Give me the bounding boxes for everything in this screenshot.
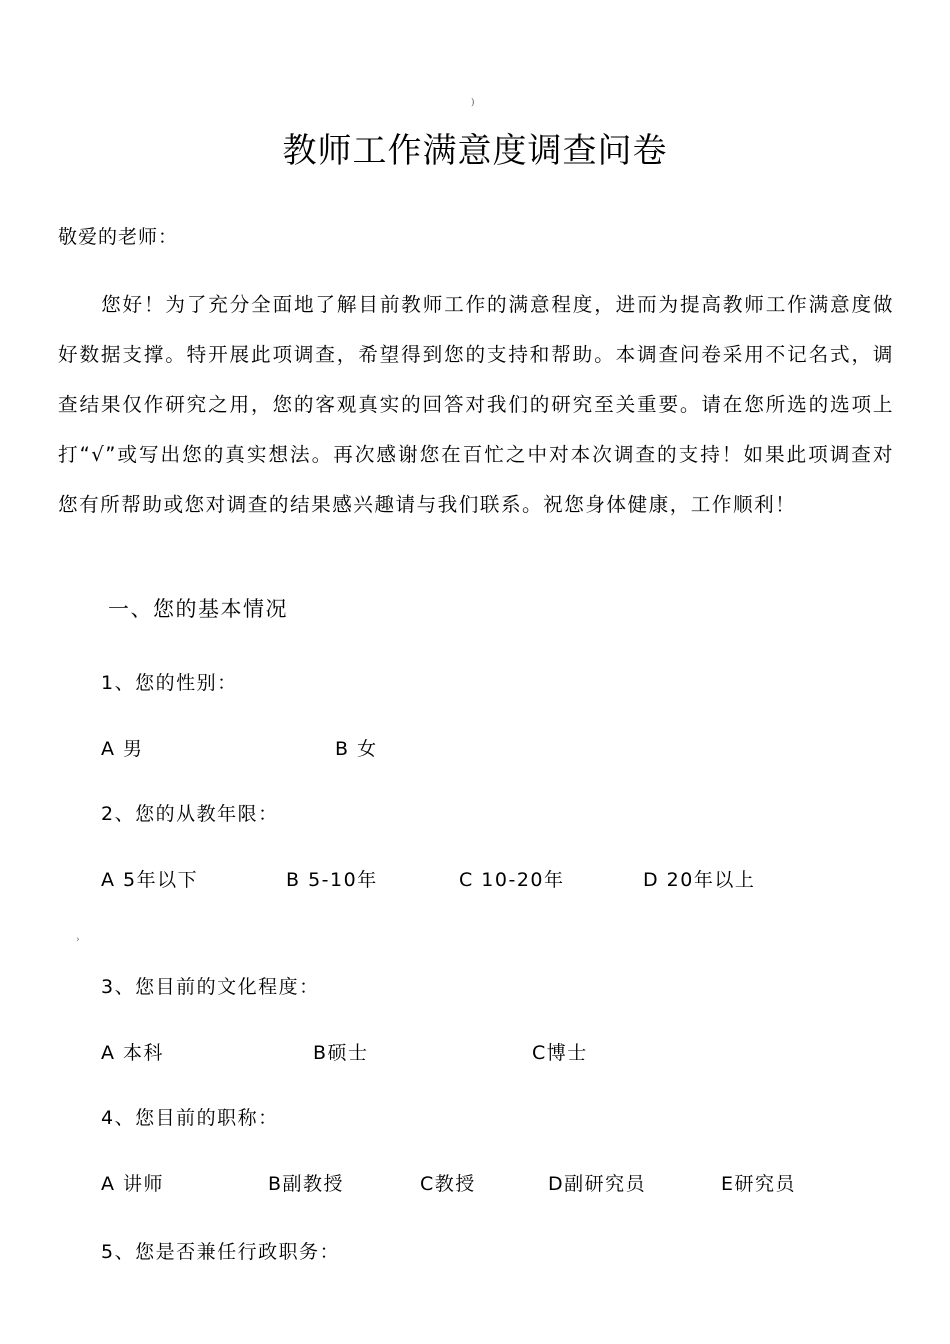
option-years-a[interactable]: A 5年以下 [101,869,199,891]
option-years-d[interactable]: D 20年以上 [643,869,756,891]
option-rank-b[interactable]: B副教授 [268,1173,345,1195]
option-education-b[interactable]: B硕士 [313,1042,369,1064]
option-rank-c[interactable]: C教授 [420,1173,476,1195]
question-admin-role: 5、您是否兼任行政职务： [101,1241,341,1263]
intro-paragraph: 您好！为了充分全面地了解目前教师工作的满意程度，进而为提高教师工作满意度做好数据支撑。特开展此项调查，希望得到您的支持和帮助。本调查问卷采用不记名式，调查结果仅作研究之用，您的客观真实的回答对我们的研究至关重要。请在您所选的选项上打“√”或写出您的真实想法。再次感谢您在百忙之中对本次调查的支持！如果此项调查对您有所帮助或您对调查的结果感兴趣请与我们联系。祝您身体健康，工作顺利！ [58,293,894,516]
greeting: 敬爱的老师： [58,226,179,248]
option-rank-e[interactable]: E研究员 [721,1173,797,1195]
option-gender-b[interactable]: B 女 [335,738,378,760]
option-rank-d[interactable]: D副研究员 [548,1173,647,1195]
question-title-rank: 4、您目前的职称： [101,1107,279,1129]
top-mark: ) [471,98,475,108]
question-teaching-years: 2、您的从教年限： [101,803,279,825]
side-mark: › [76,935,80,945]
section-title: 一、您的基本情况 [108,597,288,621]
option-years-c[interactable]: C 10-20年 [459,869,565,891]
question-education: 3、您目前的文化程度： [101,976,320,998]
page-title: 教师工作满意度调查问卷 [282,131,668,171]
option-education-a[interactable]: A 本科 [101,1042,165,1064]
option-rank-a[interactable]: A 讲师 [101,1173,165,1195]
option-education-c[interactable]: C博士 [532,1042,588,1064]
option-years-b[interactable]: B 5-10年 [286,869,378,891]
question-gender: 1、您的性别： [101,672,238,694]
option-gender-a[interactable]: A 男 [101,738,144,760]
